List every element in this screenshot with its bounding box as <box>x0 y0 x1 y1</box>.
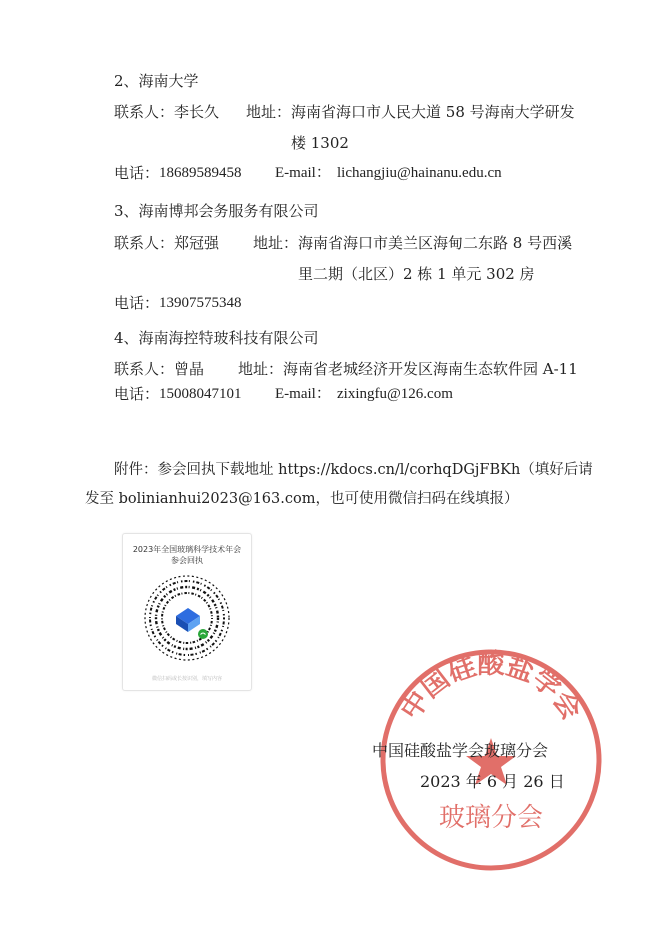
contact-heading-haikong: 4、海南海控特玻科技有限公司 <box>114 329 319 347</box>
email-address: lichangjiu@hainanu.edu.cn <box>337 165 502 181</box>
address-line: 海南省海口市人民大道 58 号海南大学研发 <box>291 103 575 121</box>
contact-label: 联系人： <box>114 103 175 121</box>
address-line: 海南省海口市美兰区海甸二东路 8 号西溪 <box>298 234 573 252</box>
address-label: 地址： <box>238 360 284 378</box>
wechat-badge-icon <box>198 629 208 639</box>
mini-program-qr-icon[interactable] <box>143 574 231 662</box>
phone-number: 13907575348 <box>159 295 242 311</box>
qr-code-card[interactable] <box>122 533 252 691</box>
qr-card-title: 2023年全国玻璃科学技术年会参会回执 <box>132 545 242 565</box>
phone-label: 电话： <box>114 294 160 312</box>
address-line: 楼 1302 <box>291 134 349 152</box>
contact-label: 联系人： <box>114 360 175 378</box>
phone-label: 电话： <box>114 385 160 403</box>
qr-card-hint: 微信扫码或长按识别，填写内容 <box>151 676 222 682</box>
contact-name: 曾晶 <box>174 360 205 378</box>
contact-name: 郑冠强 <box>174 234 220 252</box>
phone-number: 18689589458 <box>159 165 242 181</box>
contact-label: 联系人： <box>114 234 175 252</box>
address-line: 里二期（北区）2 栋 1 单元 302 房 <box>298 265 535 283</box>
contact-heading-bobang: 3、海南博邦会务服务有限公司 <box>114 202 319 220</box>
phone-number: 15008047101 <box>159 386 242 402</box>
email-address: zixingfu@126.com <box>337 386 453 402</box>
attachment-text: 附件：参会回执下载地址 https://kdocs.cn/l/corhqDGjFBKh（填好后请 <box>114 462 593 478</box>
contact-heading-hainan-university: 2、海南大学 <box>114 72 199 90</box>
email-label: E-mail： <box>275 386 331 402</box>
attachment-text: 发至 bolinianhui2023@163.com，也可使用微信扫码在线填报） <box>85 491 519 507</box>
signature-date: 2023 年 6 月 26 日 <box>420 772 565 791</box>
seal-arc-text: 中国硅酸盐学会 <box>394 649 588 726</box>
phone-label: 电话： <box>114 164 160 182</box>
address-label: 地址： <box>246 103 292 121</box>
email-label: E-mail： <box>275 165 331 181</box>
address-label: 地址： <box>253 234 299 252</box>
contact-name: 李长久 <box>174 103 220 121</box>
seal-bottom-text: 玻璃分会 <box>438 803 544 833</box>
address-line: 海南省老城经济开发区海南生态软件园 A-11 <box>283 360 578 378</box>
signature-organization: 中国硅酸盐学会玻璃分会 <box>372 741 549 760</box>
